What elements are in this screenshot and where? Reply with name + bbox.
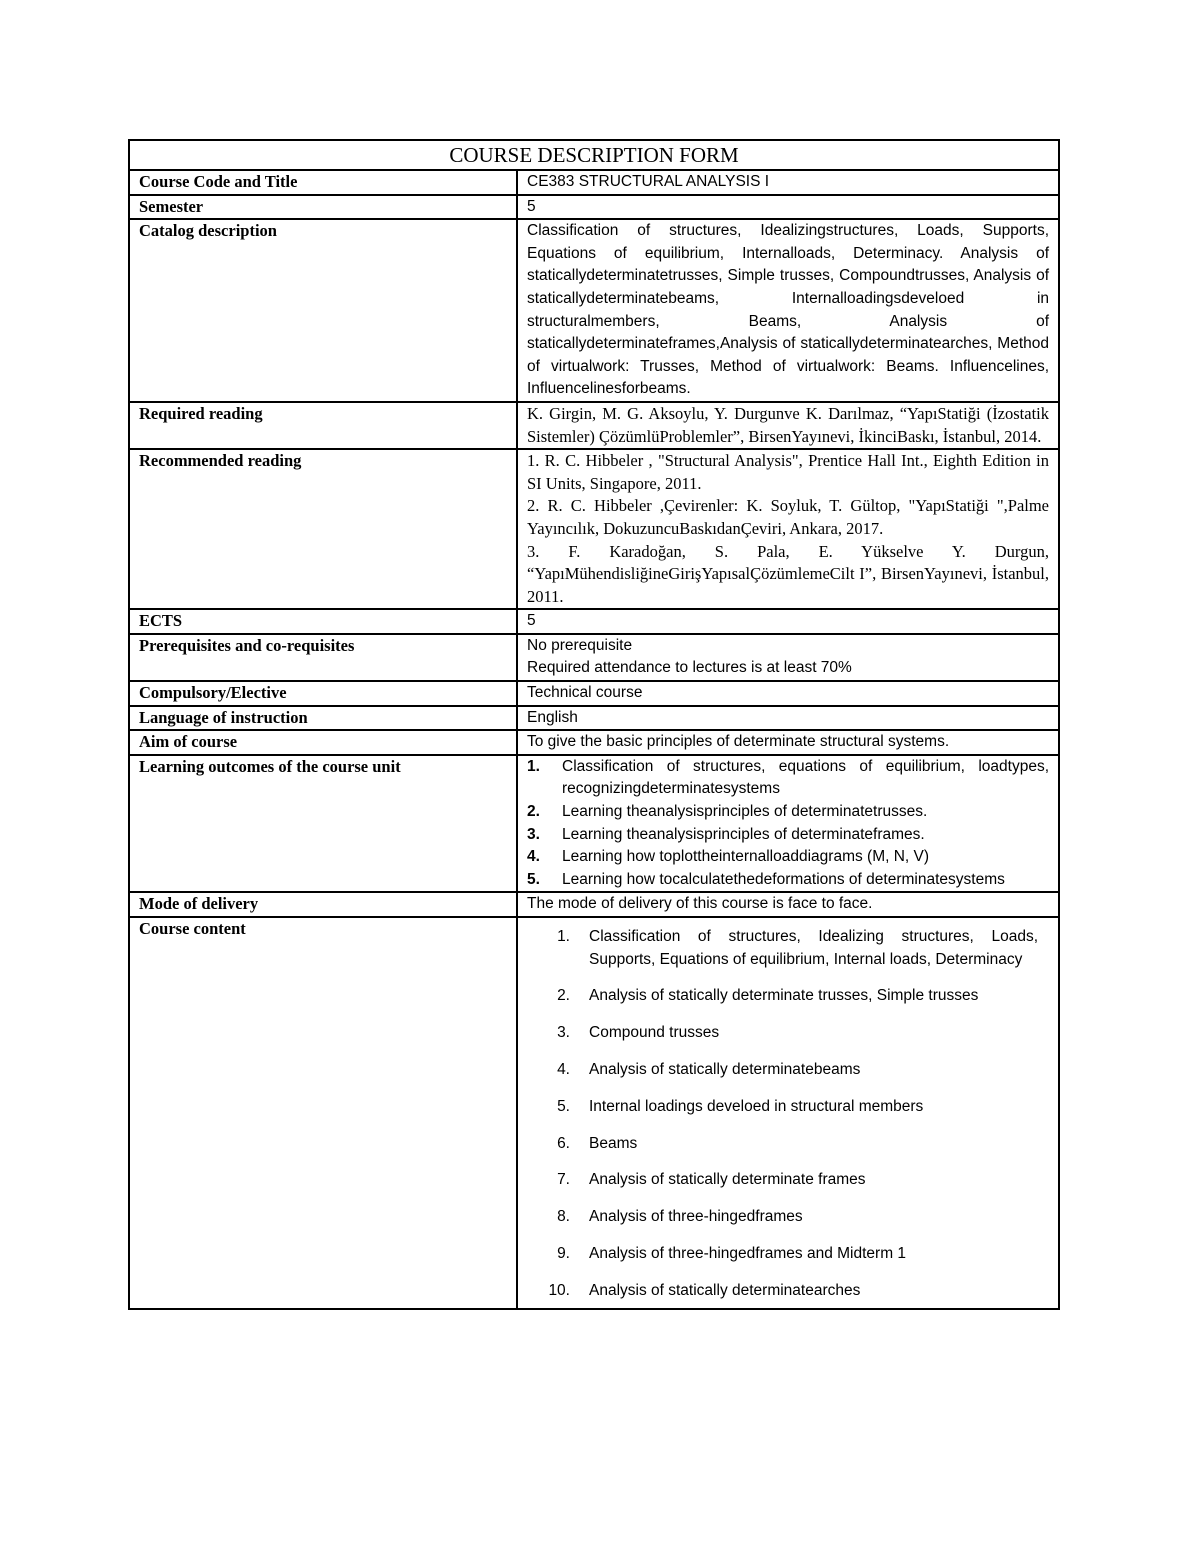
list-item: [527, 926, 1049, 971]
value-mode-of-delivery: The mode of delivery of this course is face to face.: [517, 892, 1059, 917]
table-row: [129, 706, 1059, 731]
value-required-reading: K. Girgin, M. G. Aksoylu, Y. Durgunve K. Darılmaz, “YapıStatiği (İzostatik Sistemler) ÇözümlüProblemler”, BirsenYayınevi, İkinciBaskı, İstanbul, 2014.: [517, 402, 1059, 449]
list-item: [527, 869, 1049, 892]
list-item: [527, 1022, 1049, 1045]
value-catalog-description: Classification of structures, Idealizingstructures, Loads, Supports, Equations of equilibrium, Internalloads, Determinacy. Analysis of staticallydeterminatetrusses, Simple trusses, Compoundtrusses, Analysis of staticallydeterminatebeams, Internalloadingsdeveloed in structuralmembers, Beams, Analysis of staticallydeterminateframes,Analysis of staticallydeterminatearches, Method of virtualwork: Trusses, Method of virtualwork: Beams. Influencelines, Influencelinesforbeams.: [517, 219, 1059, 402]
course-description-form: [128, 139, 1058, 1310]
table-row: [129, 609, 1059, 634]
list-number: 3.: [527, 825, 540, 843]
label-recommended-reading: Recommended reading: [129, 449, 517, 609]
list-number: 5.: [557, 1097, 570, 1115]
list-text: Analysis of statically determinatebeams: [589, 1060, 861, 1078]
list-number: 3.: [557, 1024, 570, 1042]
list-number: 9.: [557, 1244, 570, 1262]
list-item: [527, 756, 1049, 801]
label-catalog-description: Catalog description: [129, 219, 517, 402]
list-text: Learning how tocalculatethedeformations of determinatesystems: [562, 870, 1005, 888]
list-item: [527, 1169, 1049, 1192]
list-text: Learning how toplottheinternalloaddiagrams (M, N, V): [562, 848, 930, 866]
label-language: Language of instruction: [129, 706, 517, 731]
label-learning-outcomes: Learning outcomes of the course unit: [129, 755, 517, 893]
list-number: 6.: [557, 1134, 570, 1152]
value-semester: 5: [517, 195, 1059, 220]
value-course-code-title: CE383 STRUCTURAL ANALYSIS I: [517, 170, 1059, 195]
list-text: Analysis of three-hingedframes: [589, 1208, 803, 1226]
course-table: [128, 139, 1060, 1310]
list-text: Beams: [589, 1134, 638, 1152]
value-ects: 5: [517, 609, 1059, 634]
table-row: [129, 402, 1059, 449]
recommended-item: 1. R. C. Hibbeler , "Structural Analysis", Prentice Hall Int., Eighth Edition in SI Units, Singapore, 2011.: [527, 451, 1050, 493]
label-ects: ECTS: [129, 609, 517, 634]
list-item: [527, 1280, 1049, 1303]
list-item: [527, 1059, 1049, 1082]
learning-outcomes-list: [527, 756, 1049, 892]
value-aim: To give the basic principles of determinate structural systems.: [517, 730, 1059, 755]
value-learning-outcomes: [517, 755, 1059, 893]
label-compulsory-elective: Compulsory/Elective: [129, 681, 517, 706]
recommended-item: 2. R. C. Hibbeler ,Çevirenler: K. Soyluk, T. Gültop, "YapıStatiği ",Palme Yayıncılık, DokuzuncuBaskıdanÇeviri, Ankara, 2017.: [527, 496, 1050, 538]
value-recommended-reading: [517, 449, 1059, 609]
list-number: 5.: [527, 870, 540, 888]
table-row: [129, 681, 1059, 706]
form-title: COURSE DESCRIPTION FORM: [129, 140, 1059, 170]
list-number: 8.: [557, 1208, 570, 1226]
list-text: Internal loadings develoed in structural members: [589, 1097, 924, 1115]
list-text: Analysis of statically determinate frames: [589, 1171, 866, 1189]
table-row: [129, 195, 1059, 220]
list-number: 1.: [557, 928, 570, 945]
label-prerequisites: Prerequisites and co-requisites: [129, 634, 517, 681]
value-prerequisites: [517, 634, 1059, 681]
course-content-list: [527, 918, 1049, 1308]
list-item: [527, 846, 1049, 869]
list-number: 2.: [557, 987, 570, 1005]
list-text: Classification of structures, equations of equilibrium, loadtypes, recognizingdeterminatesystems: [562, 757, 1050, 798]
list-text: Classification of structures, Idealizing structures, Loads, Supports, Equations of equilibrium, Internal loads, Determinacy: [589, 928, 1039, 968]
list-text: Analysis of statically determinatearches: [589, 1281, 861, 1299]
label-course-content: Course content: [129, 917, 517, 1309]
table-row: [129, 219, 1059, 402]
list-item: [527, 985, 1049, 1008]
list-item: [527, 824, 1049, 847]
list-number: 4.: [557, 1060, 570, 1078]
list-number: 10.: [548, 1281, 570, 1299]
list-text: Analysis of statically determinate trusses, Simple trusses: [589, 987, 979, 1005]
prerequisite-line: No prerequisite: [527, 636, 633, 654]
label-course-code-title: Course Code and Title: [129, 170, 517, 195]
list-item: [527, 1133, 1049, 1156]
value-language: English: [517, 706, 1059, 731]
label-required-reading: Required reading: [129, 402, 517, 449]
list-number: 2.: [527, 803, 540, 821]
recommended-item: 3. F. Karadoğan, S. Pala, E. Yükselve Y. Durgun, “YapıMühendisliğineGirişYapısalÇözümlemeCilt I”, BirsenYayınevi, İstanbul, 2011.: [527, 541, 1050, 606]
table-row: [129, 634, 1059, 681]
table-row: [129, 730, 1059, 755]
attendance-line: Required attendance to lectures is at least 70%: [527, 659, 852, 677]
list-number: 1.: [527, 757, 540, 775]
value-compulsory-elective: Technical course: [517, 681, 1059, 706]
table-row: [129, 917, 1059, 1309]
table-row: [129, 755, 1059, 893]
list-text: Learning theanalysisprinciples of determinateframes.: [562, 825, 925, 843]
value-course-content: [517, 917, 1059, 1309]
table-row: [129, 449, 1059, 609]
list-number: 7.: [557, 1171, 570, 1189]
label-mode-of-delivery: Mode of delivery: [129, 892, 517, 917]
list-text: Compound trusses: [589, 1024, 720, 1042]
label-aim: Aim of course: [129, 730, 517, 755]
list-item: [527, 801, 1049, 824]
table-row: [129, 170, 1059, 195]
list-text: Analysis of three-hingedframes and Midterm 1: [589, 1244, 907, 1262]
list-text: Learning theanalysisprinciples of determinatetrusses.: [562, 803, 928, 821]
table-row: [129, 892, 1059, 917]
list-item: [527, 1096, 1049, 1119]
form-title-row: [129, 140, 1059, 170]
list-item: [527, 1206, 1049, 1229]
list-item: [527, 1243, 1049, 1266]
label-semester: Semester: [129, 195, 517, 220]
list-number: 4.: [527, 848, 540, 866]
